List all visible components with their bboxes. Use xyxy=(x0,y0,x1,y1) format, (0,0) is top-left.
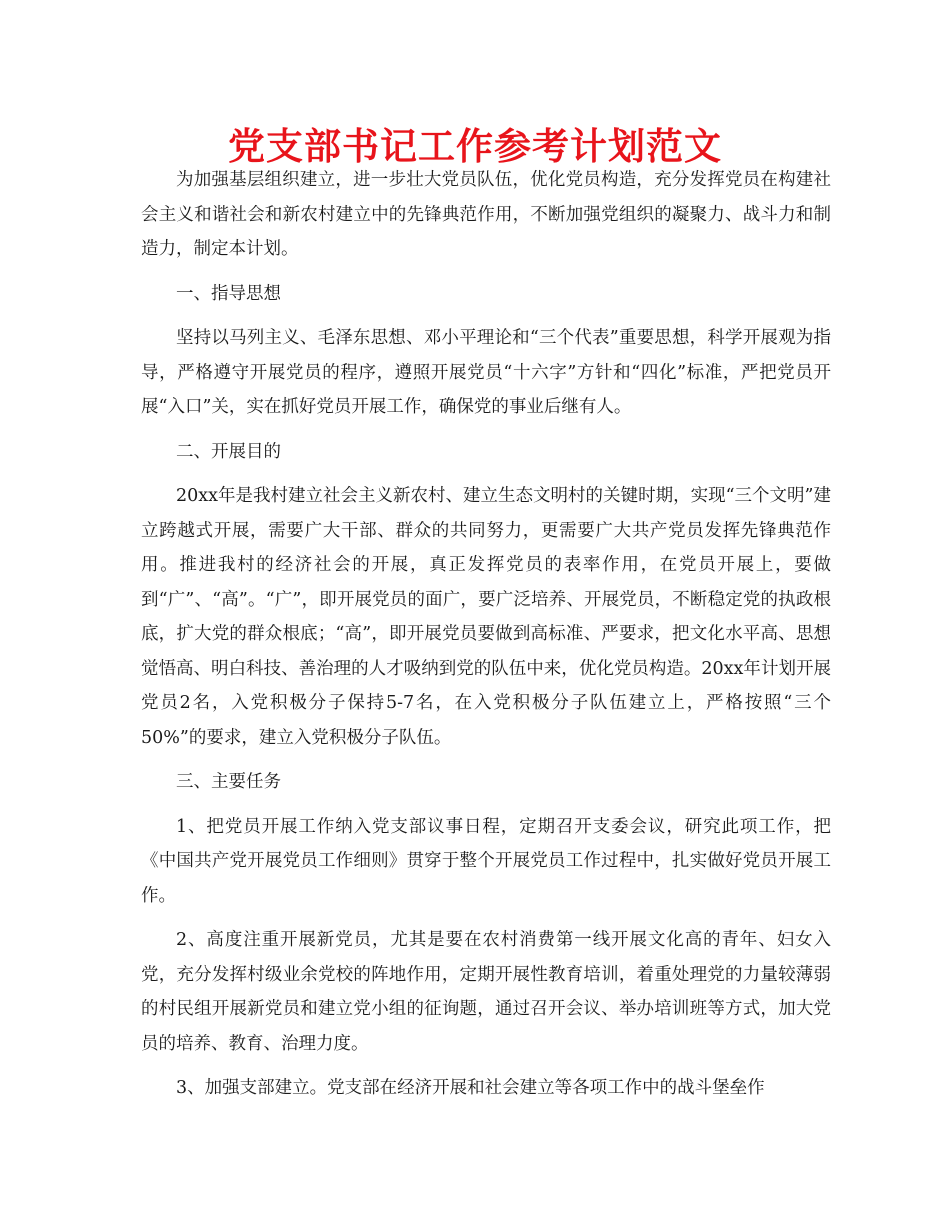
paragraph-guiding-thought: 坚持以马列主义、毛泽东思想、邓小平理论和“三个代表”重要思想，科学开展观为指导，严格遵守开展党员的程序，遵照开展党员“十六字”方针和“四化”标准，严把党员开展“入口”关，实在抓好党员开展工作，确保党的事业后继有人。 xyxy=(141,328,831,417)
section-heading-guiding-thought: 一、指导思想 xyxy=(176,283,281,304)
paragraph-task-1: 1、把党员开展工作纳入党支部议事日程，定期召开支委会议，研究此项工作，把《中国共产党开展党员工作细则》贯穿于整个开展党员工作过程中，扎实做好党员开展工作。 xyxy=(141,816,831,906)
section-heading-main-tasks: 三、主要任务 xyxy=(176,772,281,792)
paragraph-goals: 20xx年是我村建立社会主义新农村、建立生态文明村的关键时期，实现“三个文明”建立跨越式开展，需要广大干部、群众的共同努力，更需要广大共产党员发挥先锋典范作用。推进我村的经济社会的开展，真正发挥党员的表率作用，在党员开展上，要做到“广”、“高”。“广”，即开展党员的面广，要广泛培养、开展党员，不断稳定党的执政根底，扩大党的群众根底；“高”，即开展党员要做到高标准、严要求，把文化水平高、思想觉悟高、明白科技、善治理的人才吸纳到党的队伍中来，优化党员构造。20xx年计划开展党员2名，入党积极分子保持5-7名，在入党积极分子队伍建立上，严格按照“三个50%”的要求，建立入党积极分子队伍。 xyxy=(141,486,831,748)
paragraph-task-3: 3、加强支部建立。党支部在经济开展和社会建立等各项工作中的战斗堡垒作 xyxy=(176,1078,765,1098)
paragraph-task-2: 2、高度注重开展新党员，尤其是要在农村消费第一线开展文化高的青年、妇女入党，充分发挥村级业余党校的阵地作用，定期开展性教育培训，着重处理党的力量较薄弱的村民组开展新党员和建立党小组的征询题，通过召开会议、举办培训班等方式，加大党员的培养、教育、治理力度。 xyxy=(141,930,831,1054)
paragraph-intro: 为加强基层组织建立，进一步壮大党员队伍，优化党员构造，充分发挥党员在构建社会主义和谐社会和新农村建立中的先锋典范作用，不断加强党组织的凝聚力、战斗力和制造力，制定本计划。 xyxy=(141,170,831,259)
document-title: 党支部书记工作参考计划范文 xyxy=(228,125,722,168)
document-body xyxy=(141,163,831,1116)
section-heading-goals: 二、开展目的 xyxy=(176,441,281,462)
